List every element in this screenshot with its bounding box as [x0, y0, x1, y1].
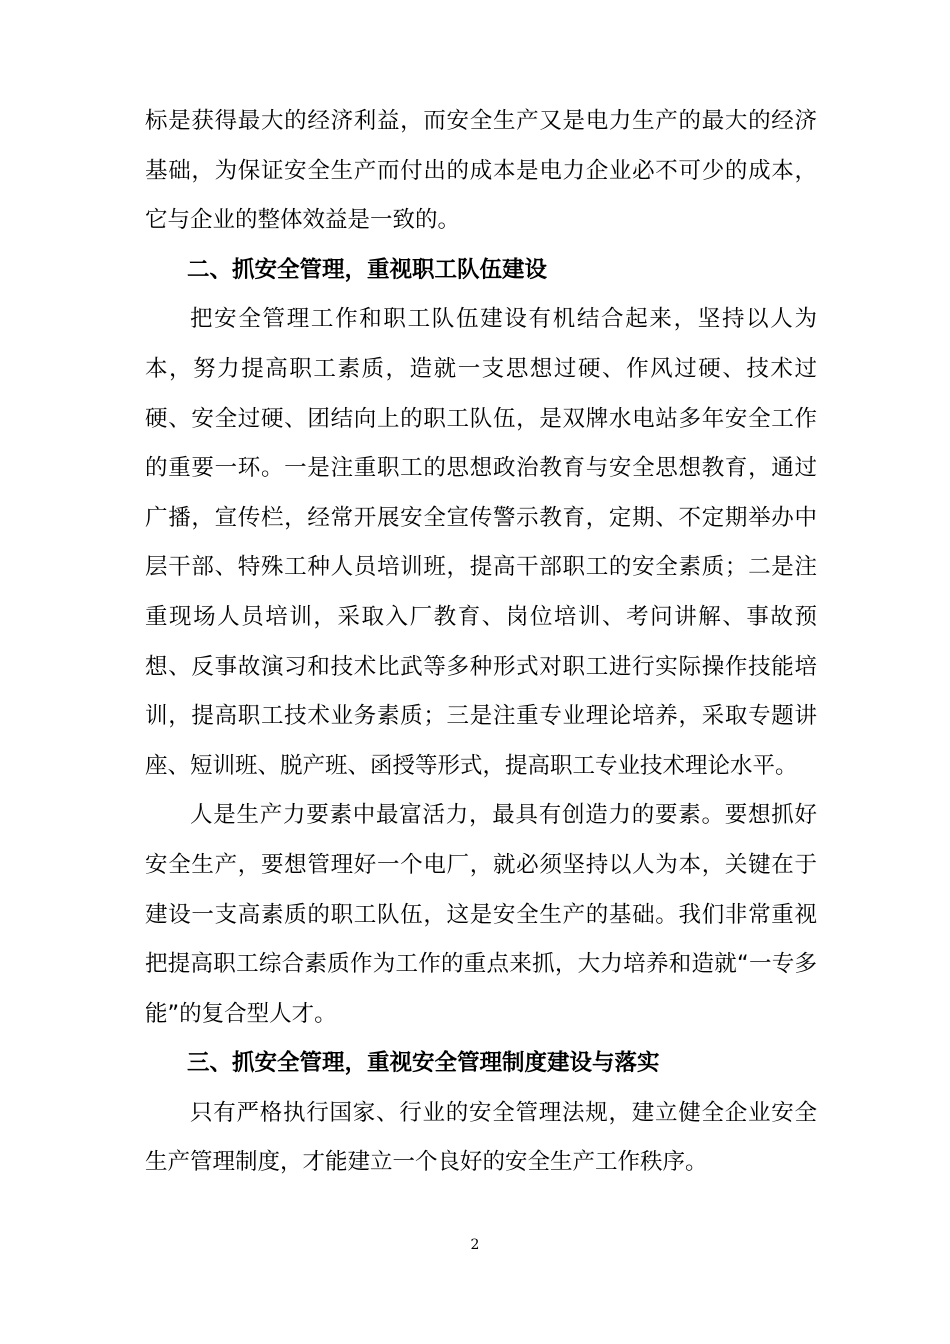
section-heading-2: 二、抓安全管理，重视职工队伍建设 — [187, 256, 548, 283]
paragraph-people: 人是生产力要素中最富活力，最具有创造力的要素。要想抓好安全生产，要想管理好一个电厂，就必须坚持以人为本，关键在于建设一支高素质的职工队伍，这是安全生产的基础。我们非常重视把提高职工综合素质作为工作的重点来抓，大力培养和造就“一专多能”的复合型人才。 — [145, 802, 817, 1027]
paragraph-regulations: 只有严格执行国家、行业的安全管理法规，建立健全企业安全生产管理制度，才能建立一个良好的安全生产工作秩序。 — [145, 1099, 817, 1176]
paragraph-continuation: 标是获得最大的经济利益，而安全生产又是电力生产的最大的经济基础，为保证安全生产而付出的成本是电力企业必不可少的成本，它与企业的整体效益是一致的。 — [145, 108, 817, 234]
paragraph-workforce: 把安全管理工作和职工队伍建设有机结合起来，坚持以人为本，努力提高职工素质，造就一支思想过硬、作风过硬、技术过硬、安全过硬、团结向上的职工队伍，是双牌水电站多年安全工作的重要一环。一是注重职工的思想政治教育与安全思想教育，通过广播，宣传栏，经常开展安全宣传警示教育，定期、不定期举办中层干部、特殊工种人员培训班，提高干部职工的安全素质；二是注重现场人员培训，采取入厂教育、岗位培训、考问讲解、事故预想、反事故演习和技术比武等多种形式对职工进行实际操作技能培训，提高职工技术业务素质；三是注重专业理论培养，采取专题讲座、短训班、脱产班、函授等形式，提高职工专业技术理论水平。 — [145, 306, 817, 779]
page-number: 2 — [470, 1237, 480, 1253]
document-body — [145, 97, 817, 1188]
section-heading-3: 三、抓安全管理，重视安全管理制度建设与落实 — [187, 1050, 660, 1077]
